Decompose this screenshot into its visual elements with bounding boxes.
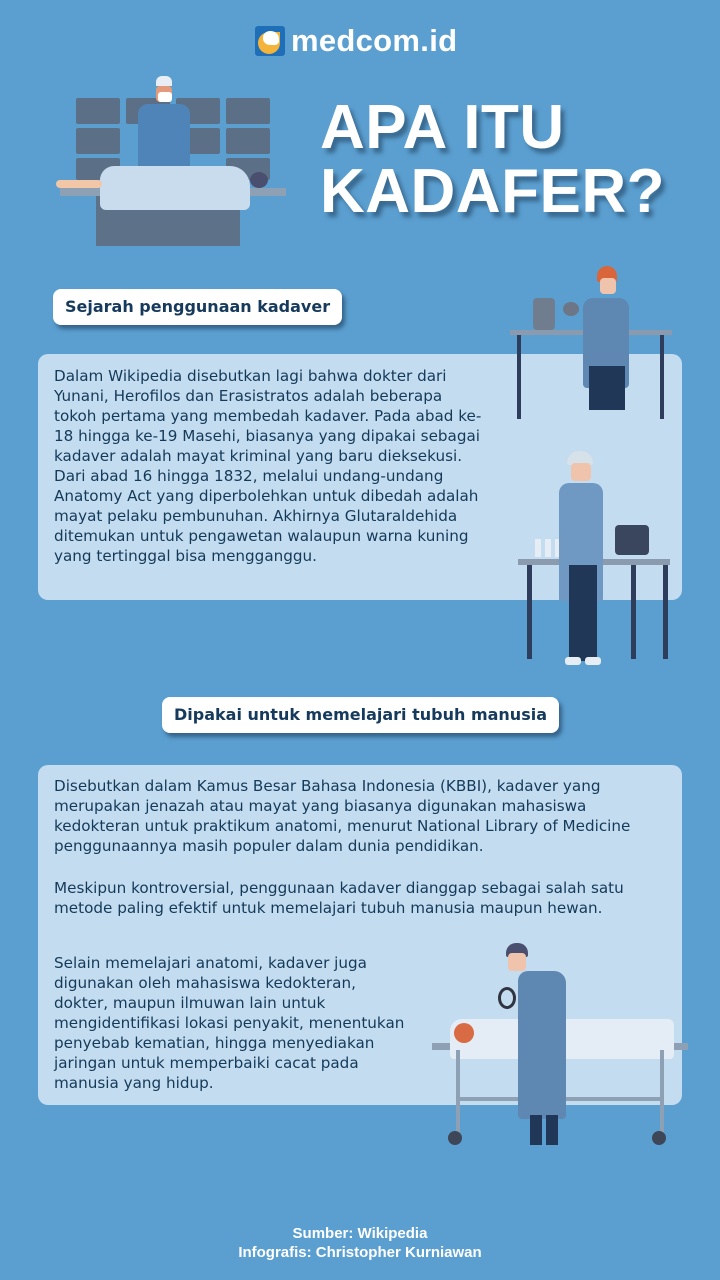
surgeon-cadaver-illustration [50,70,290,250]
logo-text: medcom.id [291,23,458,58]
controversy-paragraph: Meskipun kontroversial, penggunaan kadaver dianggap sebagai salah satu metode paling efektif untuk memelajari tubuh manusia maupun hewan. [54,879,624,917]
page-title [320,93,665,226]
title-line-2: KADAFER? [320,157,665,226]
history-paragraph: Dalam Wikipedia disebutkan lagi bahwa dokter dari Yunani, Herofilos dan Erasistratos adalah beberapa tokoh pertama yang membedah kadaver. Pada abad ke-18 hingga ke-19 Masehi, biasanya yang dipakai sebagai kadaver adalah mayat kriminal yang baru dieksekusi. Dari abad 16 hingga 1832, melalui undang-undang Anatomy Act yang diperbolehkan untuk dibedah adalah mayat pelaku pembunuhan. Akhirnya Glutaraldehida ditemukan untuk pengawetan walaupun warna kuning yang tertinggal bisa mengganggu. [54,367,482,565]
scientist-lab-illustration [515,445,680,675]
title-line-1: APA ITU [320,93,565,162]
source-text: Sumber: Wikipedia [292,1225,428,1242]
doctor-magnifier-illustration [428,935,690,1155]
section-heading-human-body: Dipakai untuk memelajari tubuh manusia [162,697,559,733]
eagle-logo-icon [255,26,285,56]
footer-credits [0,1224,720,1262]
credit-text: Infografis: Christopher Kurniawan [238,1244,482,1261]
scientist-skull-illustration [505,262,675,422]
medcom-logo [255,24,457,58]
section-heading-history: Sejarah penggunaan kadaver [53,289,342,325]
other-uses-paragraph: Selain memelajari anatomi, kadaver juga digunakan oleh mahasiswa kedokteran, dokter, maupun ilmuwan lain untuk mengidentifikasi lokasi penyakit, menentukan penyebab kematian, hingga menyediakan jaringan untuk memperbaiki cacat pada manusia yang hidup. [54,954,405,1092]
kbbi-paragraph: Disebutkan dalam Kamus Besar Bahasa Indonesia (KBBI), kadaver yang merupakan jenazah atau mayat yang biasanya digunakan mahasiswa kedokteran untuk praktikum anatomi, menurut National Library of Medicine penggunaannya masih populer dalam dunia pendidikan. [54,777,631,855]
